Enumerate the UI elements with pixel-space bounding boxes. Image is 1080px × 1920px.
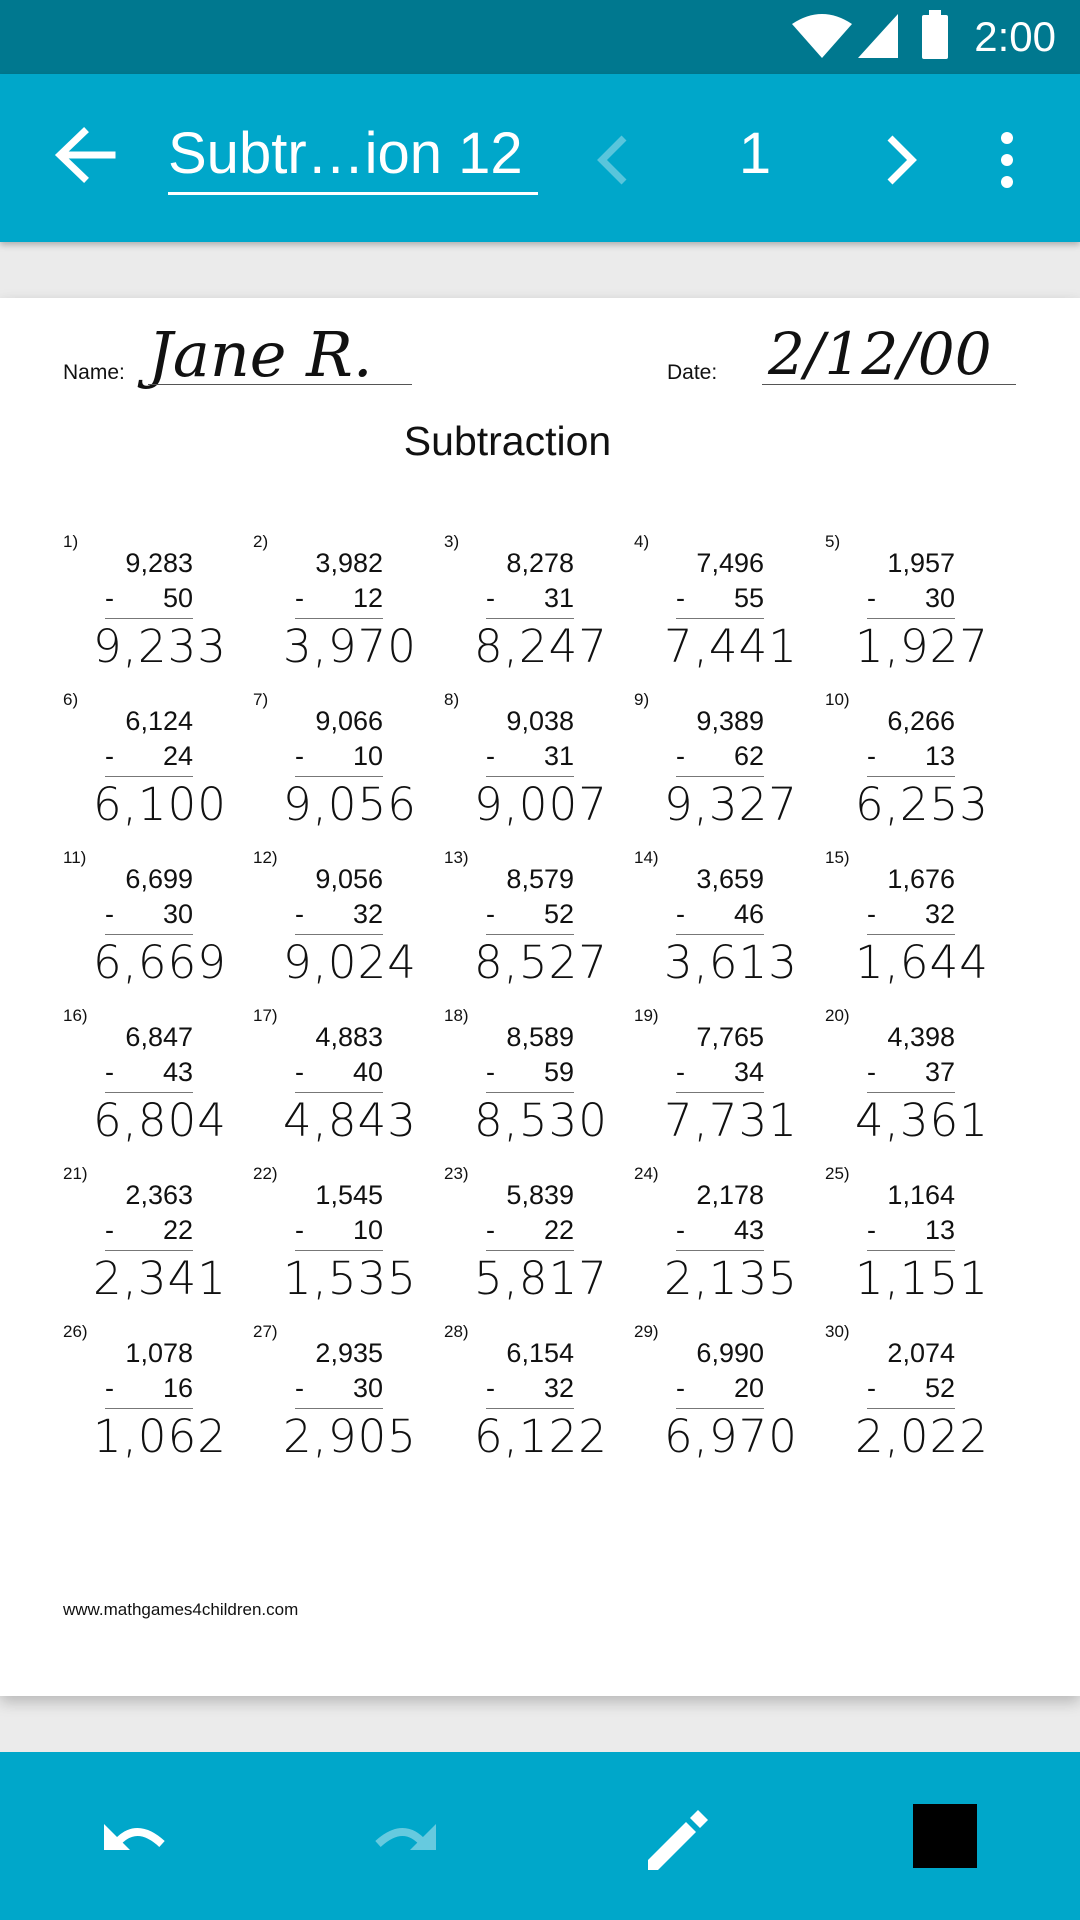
name-line [148,384,412,385]
answer-rule [295,1408,383,1409]
subtrahend: 22 [543,1215,574,1245]
handwritten-answer: 2,135 [664,1252,798,1305]
app-bar [0,74,1080,242]
problem-number: 18) [444,1006,469,1025]
subtrahend: 16 [162,1373,193,1403]
problem-number: 26) [63,1322,88,1341]
redo-icon[interactable] [364,1800,444,1880]
minuend: 1,164 [887,1180,955,1210]
minuend: 6,990 [696,1338,764,1368]
date-handwriting: 2/12/00 [768,320,992,388]
answer-rule [676,1092,764,1093]
minus-sign: - [676,741,685,771]
problem-9 [634,690,798,840]
problem-29 [634,1322,798,1472]
status-bar [0,0,1080,74]
minuend: 6,124 [125,706,193,736]
subtrahend: 32 [352,899,383,929]
minuend: 8,278 [506,548,574,578]
minus-sign: - [295,899,304,929]
answer-rule [486,776,574,777]
answer-rule [867,1408,955,1409]
problem-number: 20) [825,1006,850,1025]
problem-24 [634,1164,798,1314]
problem-number: 29) [634,1322,659,1341]
undo-icon[interactable] [96,1800,176,1880]
problem-number: 11) [63,848,87,867]
problem-number: 2) [253,532,269,551]
minuend: 4,883 [315,1022,383,1052]
minus-sign: - [676,583,685,613]
handwritten-answer: 5,817 [474,1252,608,1305]
minuend: 6,847 [125,1022,193,1052]
minuend: 9,056 [315,864,383,894]
answer-rule [486,1408,574,1409]
worksheet-title: Subtraction [403,418,612,464]
name-handwriting: Jane R. [148,318,373,391]
answer-rule [295,618,383,619]
subtrahend: 52 [924,1373,955,1403]
chevron-right-icon[interactable] [876,130,926,190]
minuend: 1,676 [887,864,955,894]
problem-number: 22) [253,1164,278,1183]
handwritten-answer: 1,927 [855,620,989,673]
date-line [762,384,1016,385]
subtrahend: 46 [733,899,764,929]
minus-sign: - [295,1373,304,1403]
answer-rule [676,934,764,935]
handwritten-answer: 6,253 [855,778,989,831]
subtrahend: 32 [543,1373,574,1403]
minus-sign: - [105,1215,114,1245]
problem-28 [444,1322,608,1472]
minus-sign: - [867,1057,876,1087]
problem-2 [253,532,417,682]
minus-sign: - [295,1057,304,1087]
problem-number: 30) [825,1322,850,1341]
minus-sign: - [105,1057,114,1087]
problem-20 [825,1006,989,1156]
answer-rule [867,934,955,935]
problem-26 [63,1322,227,1472]
subtrahend: 30 [352,1373,383,1403]
wifi-icon [790,12,854,60]
problem-15 [825,848,989,998]
date-label: Date: [667,361,718,384]
more-vert-icon[interactable] [992,130,1022,190]
handwritten-answer: 1,644 [855,936,989,989]
problem-number: 14) [634,848,659,867]
subtrahend: 32 [924,899,955,929]
bottom-toolbar [0,1752,1080,1920]
color-swatch[interactable] [913,1804,977,1868]
minuend: 4,398 [887,1022,955,1052]
problem-12 [253,848,417,998]
answer-rule [295,1092,383,1093]
problem-30 [825,1322,989,1472]
minus-sign: - [295,741,304,771]
minuend: 9,283 [125,548,193,578]
problem-27 [253,1322,417,1472]
answer-rule [486,1250,574,1251]
handwritten-answer: 1,062 [93,1410,227,1463]
minus-sign: - [867,741,876,771]
answer-rule [867,1092,955,1093]
problem-number: 1) [63,532,79,551]
minus-sign: - [676,1057,685,1087]
subtrahend: 55 [733,583,764,613]
subtrahend: 31 [543,583,574,613]
problem-14 [634,848,798,998]
minuend: 9,389 [696,706,764,736]
minus-sign: - [676,1373,685,1403]
subtrahend: 37 [924,1057,955,1087]
minuend: 3,982 [315,548,383,578]
minuend: 6,266 [887,706,955,736]
handwritten-answer: 6,669 [93,936,227,989]
problem-number: 27) [253,1322,278,1341]
subtrahend: 34 [733,1057,764,1087]
minuend: 1,545 [315,1180,383,1210]
problem-25 [825,1164,989,1314]
handwritten-answer: 6,122 [474,1410,608,1463]
problem-number: 4) [634,532,650,551]
handwritten-answer: 9,233 [93,620,227,673]
answer-rule [486,618,574,619]
minuend: 2,178 [696,1180,764,1210]
problem-number: 15) [825,848,850,867]
subtrahend: 24 [162,741,193,771]
subtrahend: 31 [543,741,574,771]
problem-number: 28) [444,1322,469,1341]
handwritten-answer: 9,056 [283,778,417,831]
handwritten-answer: 7,441 [664,620,798,673]
chevron-left-icon[interactable] [588,130,638,190]
problem-number: 21) [63,1164,88,1183]
handwritten-answer: 2,905 [283,1410,417,1463]
problem-number: 12) [253,848,278,867]
minus-sign: - [105,583,114,613]
handwritten-answer: 3,613 [664,936,798,989]
problem-6 [63,690,227,840]
page-number: 1 [738,121,772,186]
back-arrow-icon[interactable] [50,120,120,190]
problem-number: 17) [253,1006,278,1025]
minus-sign: - [105,1373,114,1403]
answer-rule [105,934,193,935]
handwritten-answer: 6,804 [93,1094,227,1147]
answer-rule [676,618,764,619]
problem-number: 9) [634,690,650,709]
answer-rule [295,934,383,935]
subtrahend: 12 [352,583,383,613]
minus-sign: - [486,899,495,929]
subtrahend: 10 [352,1215,383,1245]
answer-rule [676,1408,764,1409]
minus-sign: - [676,1215,685,1245]
minuend: 6,154 [506,1338,574,1368]
minuend: 1,957 [887,548,955,578]
handwritten-answer: 1,535 [283,1252,417,1305]
subtrahend: 22 [162,1215,193,1245]
minuend: 7,496 [696,548,764,578]
problem-number: 13) [444,848,469,867]
problem-23 [444,1164,608,1314]
subtrahend: 43 [162,1057,193,1087]
answer-rule [676,1250,764,1251]
problem-7 [253,690,417,840]
subtrahend: 10 [352,741,383,771]
document-title-input[interactable]: Subtr…ion 12 [168,122,538,195]
minus-sign: - [867,899,876,929]
answer-rule [105,776,193,777]
minuend: 9,066 [315,706,383,736]
problem-number: 23) [444,1164,469,1183]
minus-sign: - [867,1373,876,1403]
problem-11 [63,848,227,998]
subtrahend: 30 [162,899,193,929]
minuend: 5,839 [506,1180,574,1210]
answer-rule [486,1092,574,1093]
handwritten-answer: 3,970 [283,620,417,673]
handwritten-answer: 7,731 [664,1094,798,1147]
problem-number: 6) [63,690,79,709]
minuend: 2,935 [315,1338,383,1368]
minus-sign: - [105,899,114,929]
minus-sign: - [867,583,876,613]
problem-4 [634,532,798,682]
problem-number: 25) [825,1164,850,1183]
handwritten-answer: 9,024 [283,936,417,989]
minus-sign: - [295,1215,304,1245]
problem-3 [444,532,608,682]
worksheet-page[interactable] [0,298,1080,1696]
problem-17 [253,1006,417,1156]
minus-sign: - [486,1215,495,1245]
handwritten-answer: 1,151 [855,1252,989,1305]
answer-rule [295,776,383,777]
problem-number: 5) [825,532,841,551]
pencil-icon[interactable] [636,1800,716,1880]
handwritten-answer: 6,100 [93,778,227,831]
minus-sign: - [295,583,304,613]
minuend: 8,579 [506,864,574,894]
problem-5 [825,532,989,682]
handwritten-answer: 9,007 [474,778,608,831]
minuend: 1,078 [125,1338,193,1368]
minus-sign: - [486,583,495,613]
minus-sign: - [105,741,114,771]
problem-19 [634,1006,798,1156]
problem-number: 3) [444,532,460,551]
handwritten-answer: 8,247 [474,620,608,673]
answer-rule [867,618,955,619]
handwritten-answer: 2,022 [855,1410,989,1463]
signal-icon [856,12,900,60]
subtrahend: 40 [352,1057,383,1087]
problem-number: 19) [634,1006,659,1025]
subtrahend: 43 [733,1215,764,1245]
problem-number: 8) [444,690,460,709]
problem-1 [63,532,227,682]
minus-sign: - [676,899,685,929]
answer-rule [105,1250,193,1251]
problem-10 [825,690,989,840]
answer-rule [105,618,193,619]
answer-rule [867,1250,955,1251]
subtrahend: 20 [733,1373,764,1403]
problem-21 [63,1164,227,1314]
minuend: 2,074 [887,1338,955,1368]
subtrahend: 13 [924,741,955,771]
handwritten-answer: 4,843 [283,1094,417,1147]
problem-22 [253,1164,417,1314]
handwritten-answer: 2,341 [93,1252,227,1305]
answer-rule [105,1092,193,1093]
problem-8 [444,690,608,840]
subtrahend: 30 [924,583,955,613]
minus-sign: - [486,1373,495,1403]
answer-rule [486,934,574,935]
minus-sign: - [867,1215,876,1245]
minus-sign: - [486,1057,495,1087]
name-label: Name: [63,361,125,384]
subtrahend: 62 [733,741,764,771]
problem-13 [444,848,608,998]
subtrahend: 52 [543,899,574,929]
problem-18 [444,1006,608,1156]
answer-rule [105,1408,193,1409]
subtrahend: 50 [162,583,193,613]
answer-rule [867,776,955,777]
handwritten-answer: 8,530 [474,1094,608,1147]
problem-number: 7) [253,690,269,709]
handwritten-answer: 4,361 [855,1094,989,1147]
handwritten-answer: 6,970 [664,1410,798,1463]
problem-number: 16) [63,1006,88,1025]
subtrahend: 13 [924,1215,955,1245]
minus-sign: - [486,741,495,771]
minuend: 2,363 [125,1180,193,1210]
answer-rule [295,1250,383,1251]
minuend: 8,589 [506,1022,574,1052]
handwritten-answer: 8,527 [474,936,608,989]
status-time: 2:00 [974,13,1056,60]
minuend: 7,765 [696,1022,764,1052]
problem-number: 24) [634,1164,659,1183]
subtrahend: 59 [543,1057,574,1087]
minuend: 9,038 [506,706,574,736]
problem-number: 10) [825,690,850,709]
minuend: 3,659 [696,864,764,894]
minuend: 6,699 [125,864,193,894]
problem-16 [63,1006,227,1156]
handwritten-answer: 9,327 [664,778,798,831]
footer-url: www.mathgames4children.com [63,1600,299,1619]
battery-icon [920,10,950,60]
answer-rule [676,776,764,777]
